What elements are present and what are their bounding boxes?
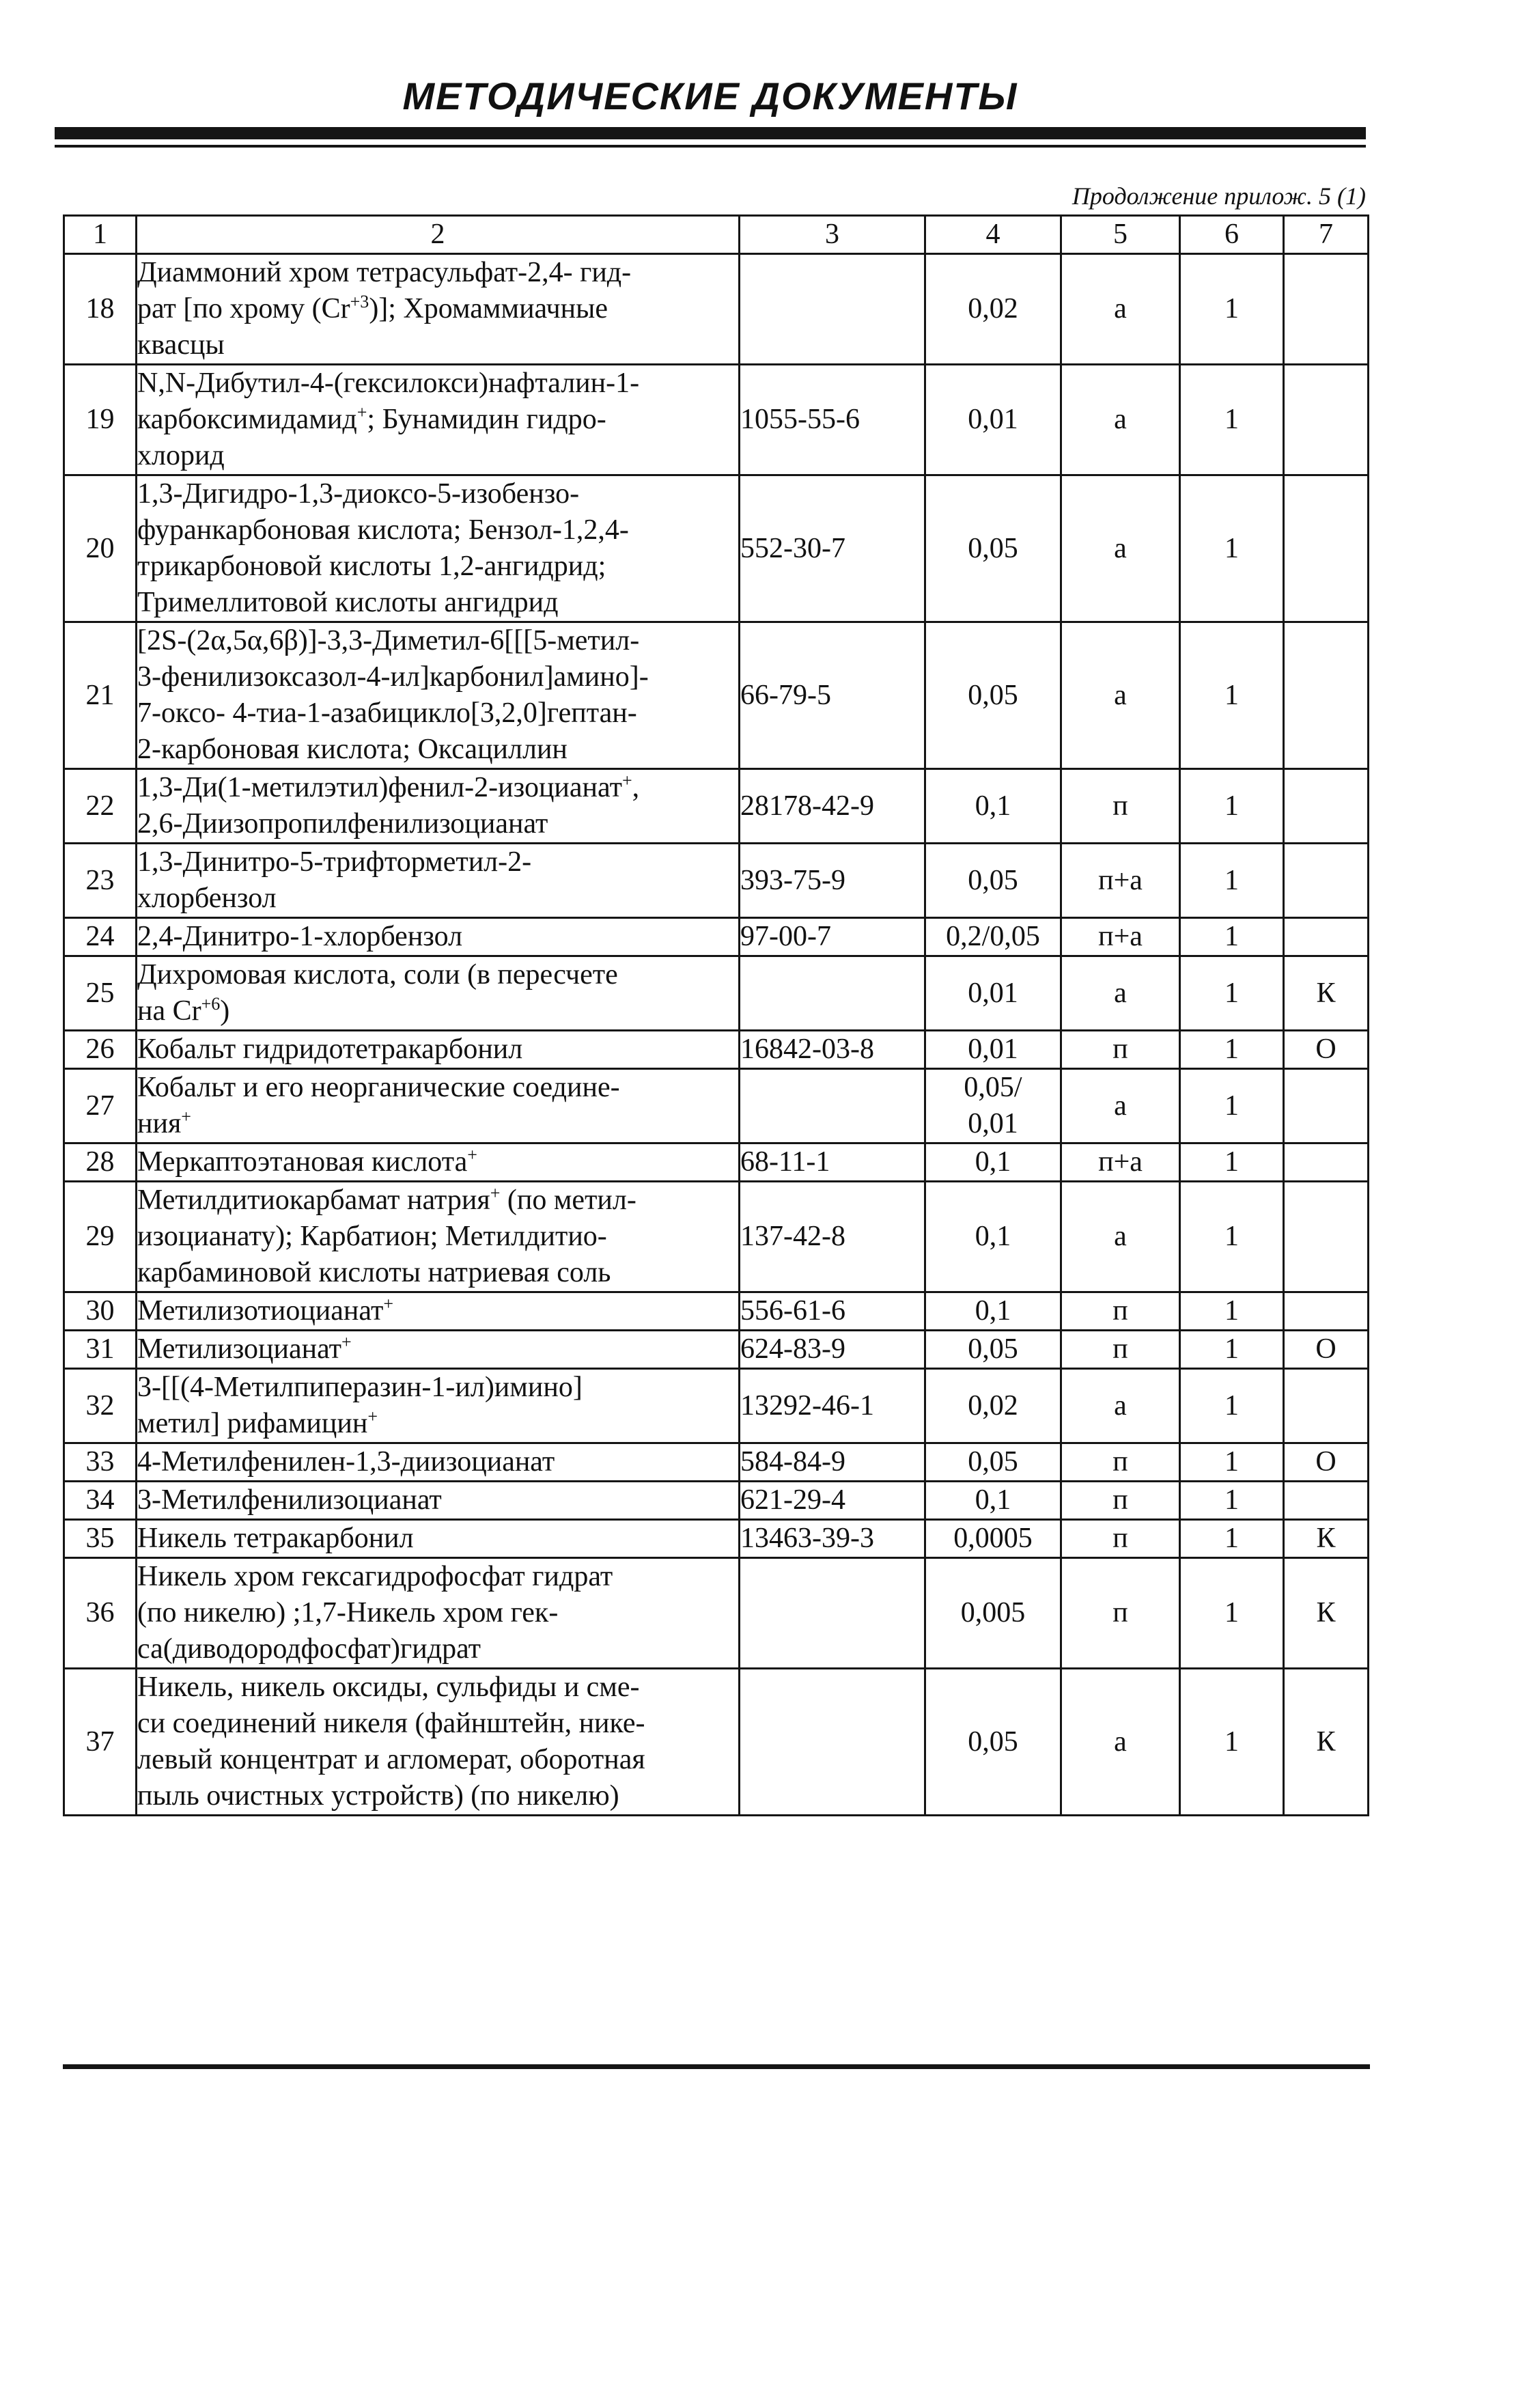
limit-value-cell: 0,02 xyxy=(925,1369,1061,1443)
limit-value-cell: 0,01 xyxy=(925,365,1061,475)
aggregate-state-cell: а xyxy=(1061,475,1180,622)
aggregate-state-cell: п xyxy=(1061,1292,1180,1331)
substance-name-cell: Метилизотиоцианат+ xyxy=(137,1292,740,1331)
hazard-class-cell: 1 xyxy=(1180,475,1284,622)
cas-number-cell: 1055-55-6 xyxy=(740,365,925,475)
hazard-class-cell: 1 xyxy=(1180,769,1284,844)
cas-number-cell: 28178-42-9 xyxy=(740,769,925,844)
column-header: 3 xyxy=(740,216,925,254)
cas-number-cell: 68-11-1 xyxy=(740,1143,925,1182)
column-header: 4 xyxy=(925,216,1061,254)
aggregate-state-cell: п xyxy=(1061,1558,1180,1669)
column-header: 7 xyxy=(1284,216,1369,254)
hazard-class-cell: 1 xyxy=(1180,254,1284,365)
aggregate-state-cell: п+а xyxy=(1061,918,1180,956)
hazard-class-cell: 1 xyxy=(1180,622,1284,769)
substance-name-cell: [2S-(2α,5α,6β)]-3,3-Диметил-6[[[5-метил- 3-фенилизоксазол-4-ил]карбонил]амино]- 7-оксо- 4-тиа-1-азабицикло[3,2,0]гептан- 2-карбоновая кислота; Оксациллин xyxy=(137,622,740,769)
substances-table xyxy=(63,214,1369,1816)
continuation-note: Продолжение прилож. 5 (1) xyxy=(1072,182,1366,210)
cas-number-cell: 16842-03-8 xyxy=(740,1031,925,1069)
row-number-cell: 20 xyxy=(64,475,137,622)
row-number-cell: 35 xyxy=(64,1520,137,1558)
hazard-class-cell: 1 xyxy=(1180,365,1284,475)
limit-value-cell: 0,01 xyxy=(925,956,1061,1031)
table-row xyxy=(64,622,1369,769)
substance-name-cell: Метилдитиокарбамат натрия+ (по метил- изоцианату); Карбатион; Метилдитио- карбаминовой кислоты натриевая соль xyxy=(137,1182,740,1292)
hazard-class-cell: 1 xyxy=(1180,918,1284,956)
cas-number-cell: 393-75-9 xyxy=(740,844,925,918)
substance-name-cell: Метилизоцианат+ xyxy=(137,1331,740,1369)
aggregate-state-cell: п xyxy=(1061,1482,1180,1520)
table-row xyxy=(64,1369,1369,1443)
effect-note-cell xyxy=(1284,769,1369,844)
hazard-class-cell: 1 xyxy=(1180,1520,1284,1558)
hazard-class-cell: 1 xyxy=(1180,1143,1284,1182)
limit-value-cell: 0,1 xyxy=(925,769,1061,844)
row-number-cell: 24 xyxy=(64,918,137,956)
header-rule-thin xyxy=(55,145,1366,148)
effect-note-cell xyxy=(1284,475,1369,622)
limit-value-cell: 0,1 xyxy=(925,1182,1061,1292)
cas-number-cell: 137-42-8 xyxy=(740,1182,925,1292)
limit-value-cell: 0,01 xyxy=(925,1031,1061,1069)
table-bottom-rule xyxy=(63,2064,1370,2069)
aggregate-state-cell: а xyxy=(1061,622,1180,769)
substance-name-cell: Меркаптоэтановая кислота+ xyxy=(137,1143,740,1182)
row-number-cell: 25 xyxy=(64,956,137,1031)
effect-note-cell: О xyxy=(1284,1443,1369,1482)
table-row xyxy=(64,1669,1369,1816)
table-row xyxy=(64,1069,1369,1143)
row-number-cell: 37 xyxy=(64,1669,137,1816)
hazard-class-cell: 1 xyxy=(1180,1369,1284,1443)
cas-number-cell: 556-61-6 xyxy=(740,1292,925,1331)
effect-note-cell xyxy=(1284,365,1369,475)
table-row xyxy=(64,1182,1369,1292)
effect-note-cell xyxy=(1284,1143,1369,1182)
cas-number-cell: 552-30-7 xyxy=(740,475,925,622)
aggregate-state-cell: п xyxy=(1061,769,1180,844)
effect-note-cell: К xyxy=(1284,1669,1369,1816)
row-number-cell: 29 xyxy=(64,1182,137,1292)
hazard-class-cell: 1 xyxy=(1180,1482,1284,1520)
table-row xyxy=(64,1143,1369,1182)
row-number-cell: 32 xyxy=(64,1369,137,1443)
aggregate-state-cell: а xyxy=(1061,1669,1180,1816)
limit-value-cell: 0,2/0,05 xyxy=(925,918,1061,956)
substance-name-cell: 1,3-Ди(1-метилэтил)фенил-2-изоцианат+, 2,6-Диизопропилфенилизоцианат xyxy=(137,769,740,844)
substance-name-cell: 2,4-Динитро-1-хлорбензол xyxy=(137,918,740,956)
limit-value-cell: 0,05 xyxy=(925,475,1061,622)
hazard-class-cell: 1 xyxy=(1180,1069,1284,1143)
substance-name-cell: Диаммоний хром тетрасульфат-2,4- гид- рат [по хрому $(Cr^{+3})$]; Хромаммиачные квасцы xyxy=(137,254,740,365)
cas-number-cell xyxy=(740,254,925,365)
aggregate-state-cell: п xyxy=(1061,1443,1180,1482)
table-row xyxy=(64,1292,1369,1331)
header-rule xyxy=(55,127,1366,139)
hazard-class-cell: 1 xyxy=(1180,844,1284,918)
column-header: 2 xyxy=(137,216,740,254)
cas-number-cell: 66-79-5 xyxy=(740,622,925,769)
effect-note-cell xyxy=(1284,1292,1369,1331)
column-header: 5 xyxy=(1061,216,1180,254)
aggregate-state-cell: а xyxy=(1061,1182,1180,1292)
aggregate-state-cell: п+а xyxy=(1061,1143,1180,1182)
substance-name-cell: 4-Метилфенилен-1,3-диизоцианат xyxy=(137,1443,740,1482)
table-row xyxy=(64,918,1369,956)
limit-value-cell: 0,05 xyxy=(925,1331,1061,1369)
table-row xyxy=(64,1031,1369,1069)
effect-note-cell xyxy=(1284,1369,1369,1443)
effect-note-cell xyxy=(1284,1482,1369,1520)
table-row xyxy=(64,1443,1369,1482)
row-number-cell: 19 xyxy=(64,365,137,475)
effect-note-cell xyxy=(1284,254,1369,365)
effect-note-cell: К xyxy=(1284,956,1369,1031)
substance-name-cell: Кобальт гидридотетракарбонил xyxy=(137,1031,740,1069)
substance-name-cell: Никель тетракарбонил xyxy=(137,1520,740,1558)
aggregate-state-cell: а xyxy=(1061,956,1180,1031)
row-number-cell: 22 xyxy=(64,769,137,844)
substance-name-cell: Никель хром гексагидрофосфат гидрат (по никелю) ;1,7-Никель хром гек- са(диводородфосфат)гидрат xyxy=(137,1558,740,1669)
cas-number-cell xyxy=(740,956,925,1031)
limit-value-cell: 0,1 xyxy=(925,1292,1061,1331)
aggregate-state-cell: а xyxy=(1061,1369,1180,1443)
effect-note-cell xyxy=(1284,622,1369,769)
effect-note-cell xyxy=(1284,918,1369,956)
substance-name-cell: Кобальт и его неорганические соедине- ния+ xyxy=(137,1069,740,1143)
row-number-cell: 30 xyxy=(64,1292,137,1331)
aggregate-state-cell: п xyxy=(1061,1031,1180,1069)
aggregate-state-cell: п+а xyxy=(1061,844,1180,918)
hazard-class-cell: 1 xyxy=(1180,1558,1284,1669)
table-row xyxy=(64,956,1369,1031)
cas-number-cell: 13463-39-3 xyxy=(740,1520,925,1558)
effect-note-cell: О xyxy=(1284,1031,1369,1069)
row-number-cell: 27 xyxy=(64,1069,137,1143)
substance-name-cell: 1,3-Дигидро-1,3-диоксо-5-изобензо- фуранкарбоновая кислота; Бензол-1,2,4- трикарбоновой кислоты 1,2-ангидрид; Тримеллитовой кислоты ангидрид xyxy=(137,475,740,622)
table-row xyxy=(64,475,1369,622)
effect-note-cell xyxy=(1284,1069,1369,1143)
column-header: 1 xyxy=(64,216,137,254)
row-number-cell: 18 xyxy=(64,254,137,365)
substance-name-cell: 1,3-Динитро-5-трифторметил-2- хлорбензол xyxy=(137,844,740,918)
hazard-class-cell: 1 xyxy=(1180,1331,1284,1369)
cas-number-cell: 624-83-9 xyxy=(740,1331,925,1369)
aggregate-state-cell: а xyxy=(1061,1069,1180,1143)
cas-number-cell: 584-84-9 xyxy=(740,1443,925,1482)
limit-value-cell: 0,1 xyxy=(925,1482,1061,1520)
table-row xyxy=(64,1331,1369,1369)
table-row xyxy=(64,1482,1369,1520)
table-row xyxy=(64,1520,1369,1558)
table-body xyxy=(64,254,1369,1816)
table-row xyxy=(64,1558,1369,1669)
hazard-class-cell: 1 xyxy=(1180,1031,1284,1069)
page-title: МЕТОДИЧЕСКИЕ ДОКУМЕНТЫ xyxy=(402,74,1018,117)
aggregate-state-cell: п xyxy=(1061,1520,1180,1558)
row-number-cell: 36 xyxy=(64,1558,137,1669)
limit-value-cell: 0,05 xyxy=(925,622,1061,769)
effect-note-cell: О xyxy=(1284,1331,1369,1369)
cas-number-cell: 621-29-4 xyxy=(740,1482,925,1520)
row-number-cell: 34 xyxy=(64,1482,137,1520)
cas-number-cell: 97-00-7 xyxy=(740,918,925,956)
substance-name-cell: Дихромовая кислота, соли (в пересчете на $Cr^{+6}$) xyxy=(137,956,740,1031)
effect-note-cell: К xyxy=(1284,1558,1369,1669)
limit-value-cell: 0,05/ 0,01 xyxy=(925,1069,1061,1143)
hazard-class-cell: 1 xyxy=(1180,1292,1284,1331)
table-header-row xyxy=(64,216,1369,254)
table-row xyxy=(64,254,1369,365)
effect-note-cell xyxy=(1284,844,1369,918)
substance-name-cell: N,N-Дибутил-4-(гексилокси)нафталин-1- карбоксимидамид+; Бунамидин гидро- хлорид xyxy=(137,365,740,475)
table-row xyxy=(64,769,1369,844)
table-row xyxy=(64,844,1369,918)
limit-value-cell: 0,05 xyxy=(925,1669,1061,1816)
cas-number-cell xyxy=(740,1069,925,1143)
row-number-cell: 33 xyxy=(64,1443,137,1482)
column-header: 6 xyxy=(1180,216,1284,254)
row-number-cell: 31 xyxy=(64,1331,137,1369)
cas-number-cell xyxy=(740,1669,925,1816)
effect-note-cell xyxy=(1284,1182,1369,1292)
limit-value-cell: 0,0005 xyxy=(925,1520,1061,1558)
limit-value-cell: 0,05 xyxy=(925,844,1061,918)
substance-name-cell: Никель, никель оксиды, сульфиды и сме- си соединений никеля (файнштейн, нике- левый концентрат и агломерат, оборотная пыль очистных устройств) (по никелю) xyxy=(137,1669,740,1816)
row-number-cell: 28 xyxy=(64,1143,137,1182)
aggregate-state-cell: п xyxy=(1061,1331,1180,1369)
limit-value-cell: 0,005 xyxy=(925,1558,1061,1669)
limit-value-cell: 0,02 xyxy=(925,254,1061,365)
hazard-class-cell: 1 xyxy=(1180,1443,1284,1482)
cas-number-cell: 13292-46-1 xyxy=(740,1369,925,1443)
substance-name-cell: 3-[[(4-Метилпиперазин-1-ил)имино] метил] рифамицин+ xyxy=(137,1369,740,1443)
table-row xyxy=(64,365,1369,475)
hazard-class-cell: 1 xyxy=(1180,1182,1284,1292)
hazard-class-cell: 1 xyxy=(1180,1669,1284,1816)
effect-note-cell: К xyxy=(1284,1520,1369,1558)
row-number-cell: 21 xyxy=(64,622,137,769)
limit-value-cell: 0,05 xyxy=(925,1443,1061,1482)
hazard-class-cell: 1 xyxy=(1180,956,1284,1031)
aggregate-state-cell: а xyxy=(1061,254,1180,365)
row-number-cell: 26 xyxy=(64,1031,137,1069)
row-number-cell: 23 xyxy=(64,844,137,918)
aggregate-state-cell: а xyxy=(1061,365,1180,475)
cas-number-cell xyxy=(740,1558,925,1669)
substance-name-cell: 3-Метилфенилизоцианат xyxy=(137,1482,740,1520)
limit-value-cell: 0,1 xyxy=(925,1143,1061,1182)
